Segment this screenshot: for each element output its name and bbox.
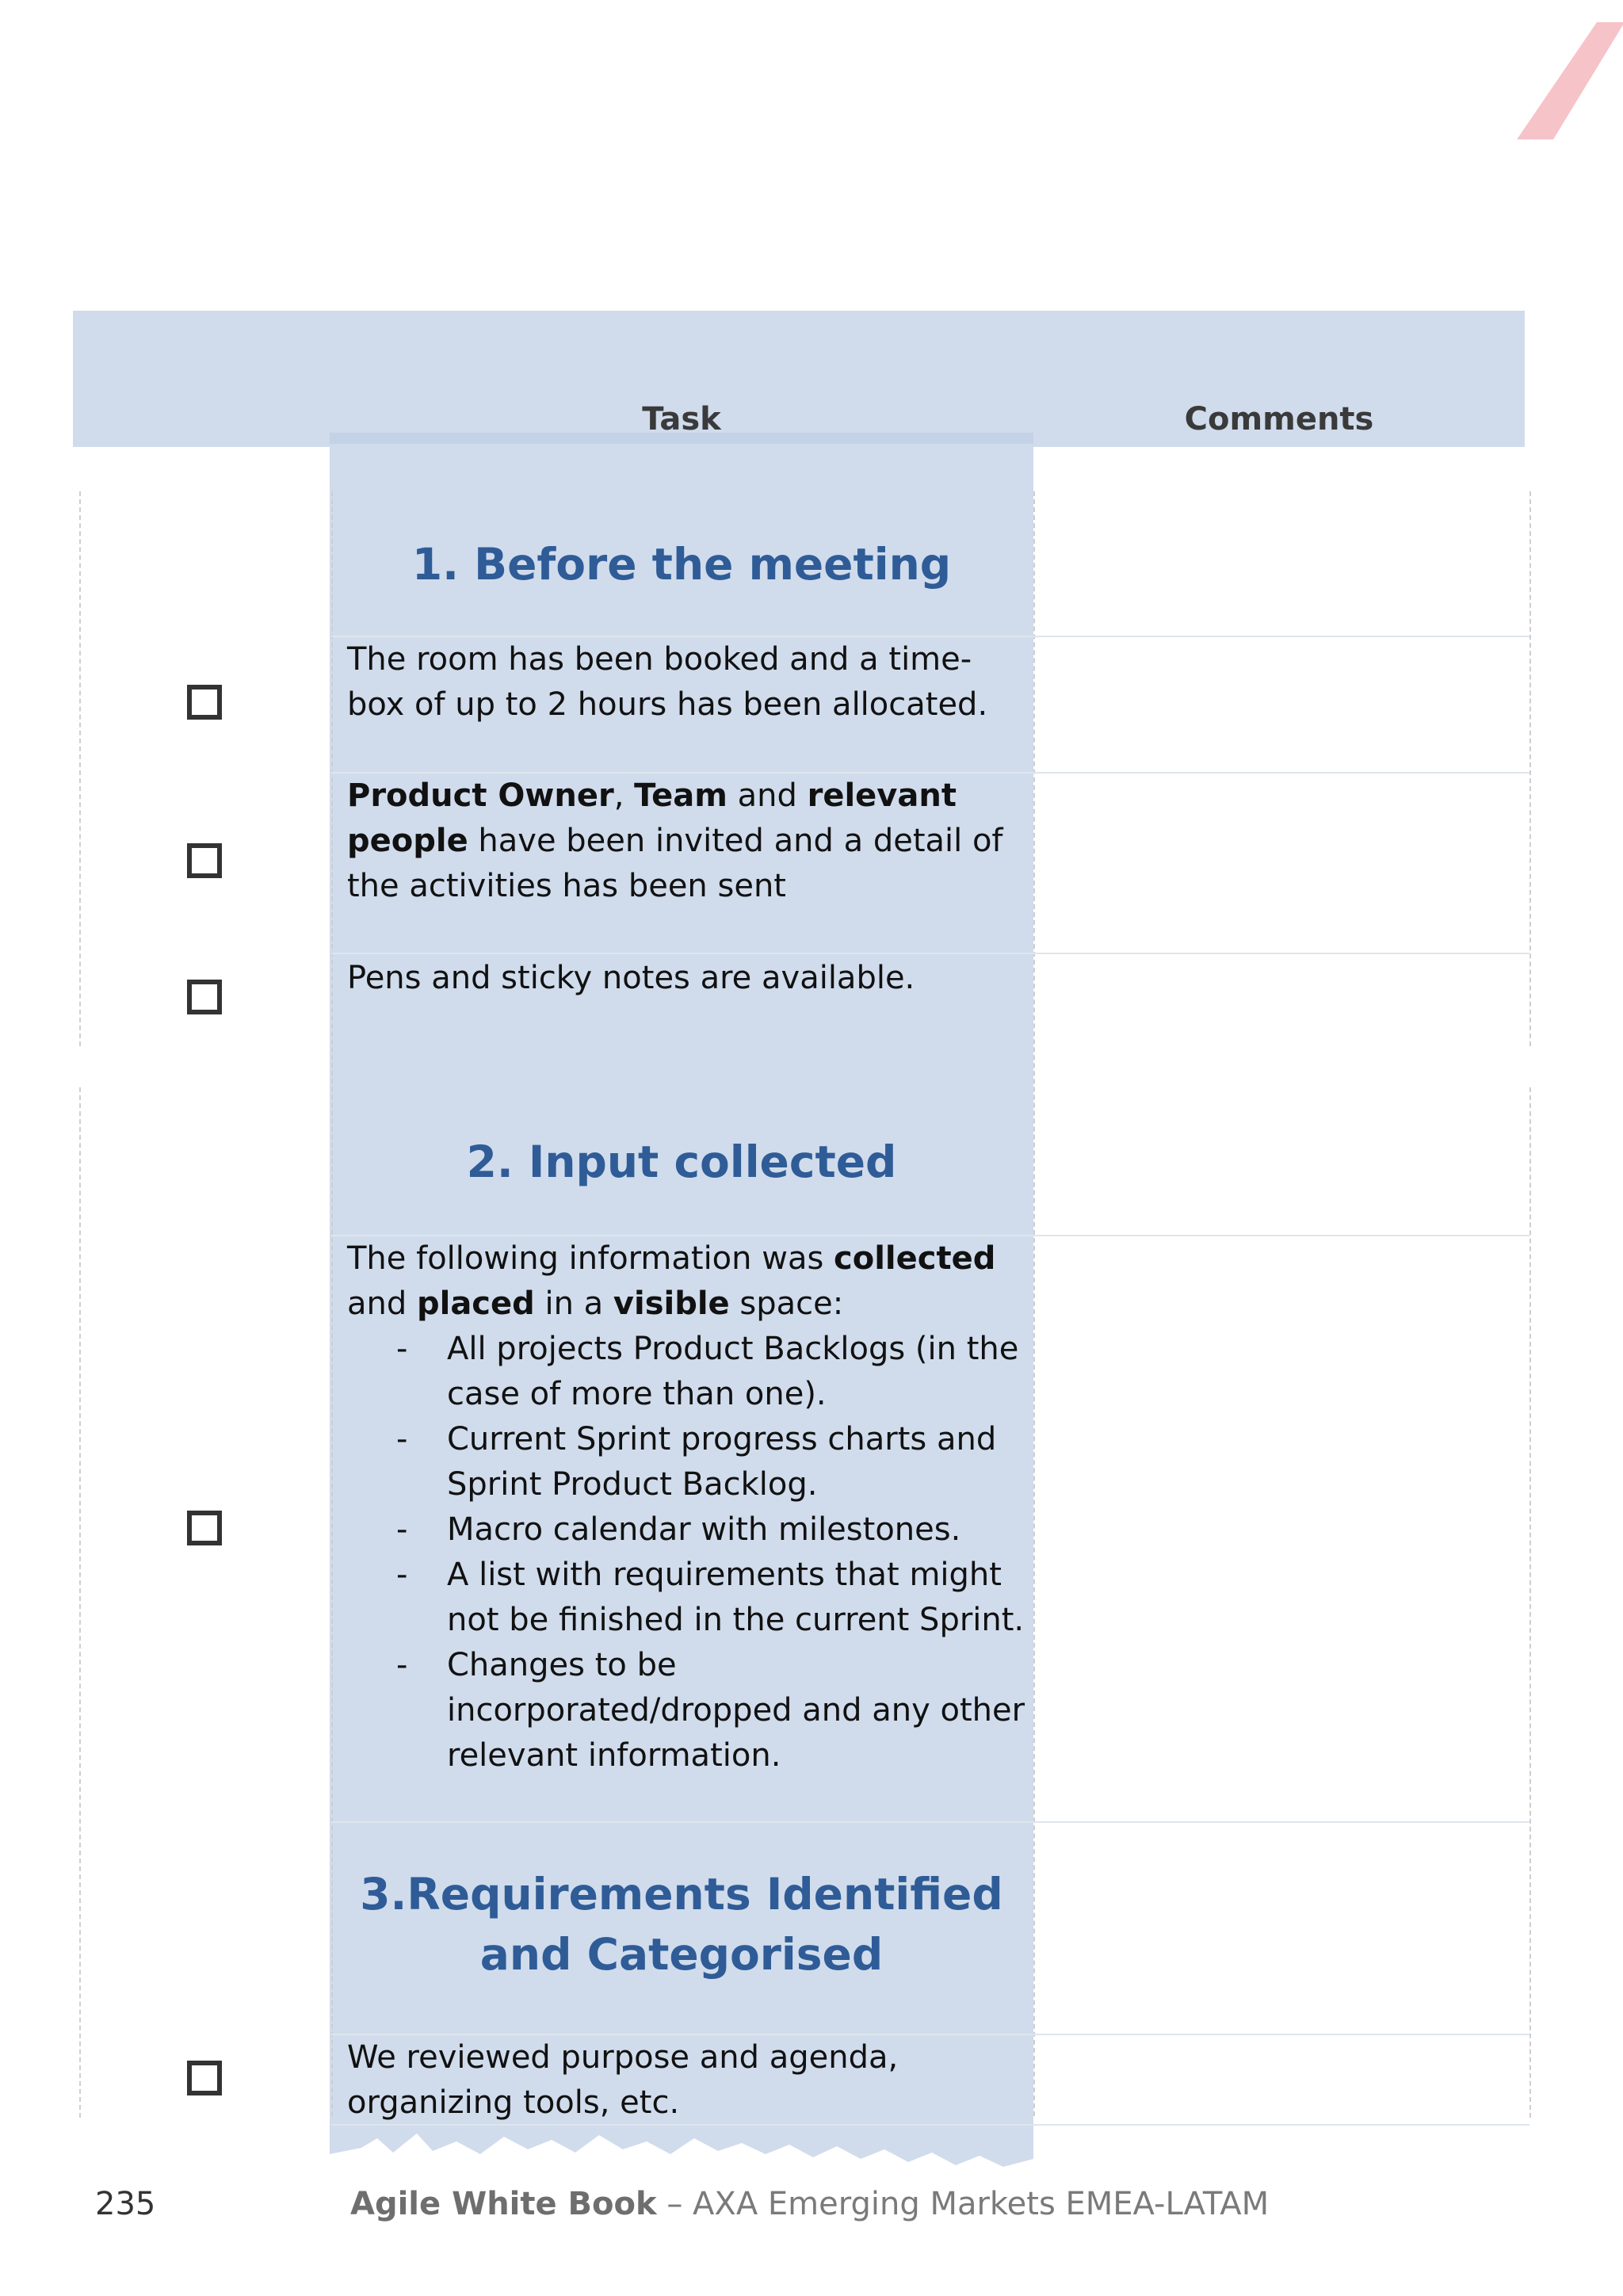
footer-book-title: Agile White Book — [350, 2186, 657, 2222]
footer-subtitle: AXA Emerging Markets EMEA-LATAM — [693, 2186, 1270, 2222]
checkbox-room-booked[interactable] — [187, 685, 222, 720]
task-info-collected — [347, 1236, 1029, 1778]
column-header-task: Task — [642, 401, 721, 437]
row-separator — [331, 1821, 1529, 1823]
checkbox-info-collected[interactable] — [187, 1511, 222, 1545]
row-separator — [331, 953, 1529, 954]
right-dashed-rule — [1529, 491, 1531, 1046]
task-right-dashed-rule — [1033, 491, 1035, 2116]
list-item: - All projects Product Backlogs (in the case of more than one). — [396, 1331, 1019, 1412]
column-header-comments: Comments — [1184, 401, 1374, 437]
torn-paper-edge — [330, 2130, 1033, 2194]
checkbox-pens-available[interactable] — [187, 980, 222, 1014]
page-footer: Agile White Book – AXA Emerging Markets EMEA-LATAM — [350, 2186, 1270, 2222]
right-dashed-rule — [1529, 1087, 1531, 2118]
task-purpose-reviewed: We reviewed purpose and agenda, organizing tools, etc. — [347, 2039, 899, 2121]
left-dashed-rule — [79, 1087, 81, 2118]
section-title-requirements: 3.Requirements Identified and Categorised — [360, 1869, 1003, 1980]
list-item: - Current Sprint progress charts and Sprint Product Backlog. — [396, 1421, 997, 1503]
task-pens-available: Pens and sticky notes are available. — [347, 960, 915, 996]
checkbox-purpose-reviewed[interactable] — [187, 2061, 222, 2095]
list-item: - Changes to be incorporated/dropped and any other relevant information. — [396, 1647, 1025, 1774]
task-room-booked: The room has been booked and a time-box of up to 2 hours has been allocated. — [347, 641, 988, 723]
section-title-before-meeting: 1. Before the meeting — [411, 539, 952, 590]
task-info-intro: The following information was collected and placed in a visible space: — [347, 1240, 996, 1322]
left-dashed-rule — [79, 491, 81, 1046]
section-title-input-collected: 2. Input collected — [466, 1137, 897, 1187]
task-people-invited: Product Owner, Team and relevant people have been invited and a detail of the activities has been sent — [347, 777, 1003, 904]
checkbox-people-invited[interactable] — [187, 843, 222, 878]
page-number: 235 — [95, 2186, 156, 2222]
list-item: - Macro calendar with milestones. — [396, 1511, 961, 1548]
corner-slash-decoration — [1514, 22, 1623, 141]
list-item: - A list with requirements that might not be finished in the current Sprint. — [396, 1557, 1025, 1638]
info-bullet-list — [347, 1327, 1029, 1778]
